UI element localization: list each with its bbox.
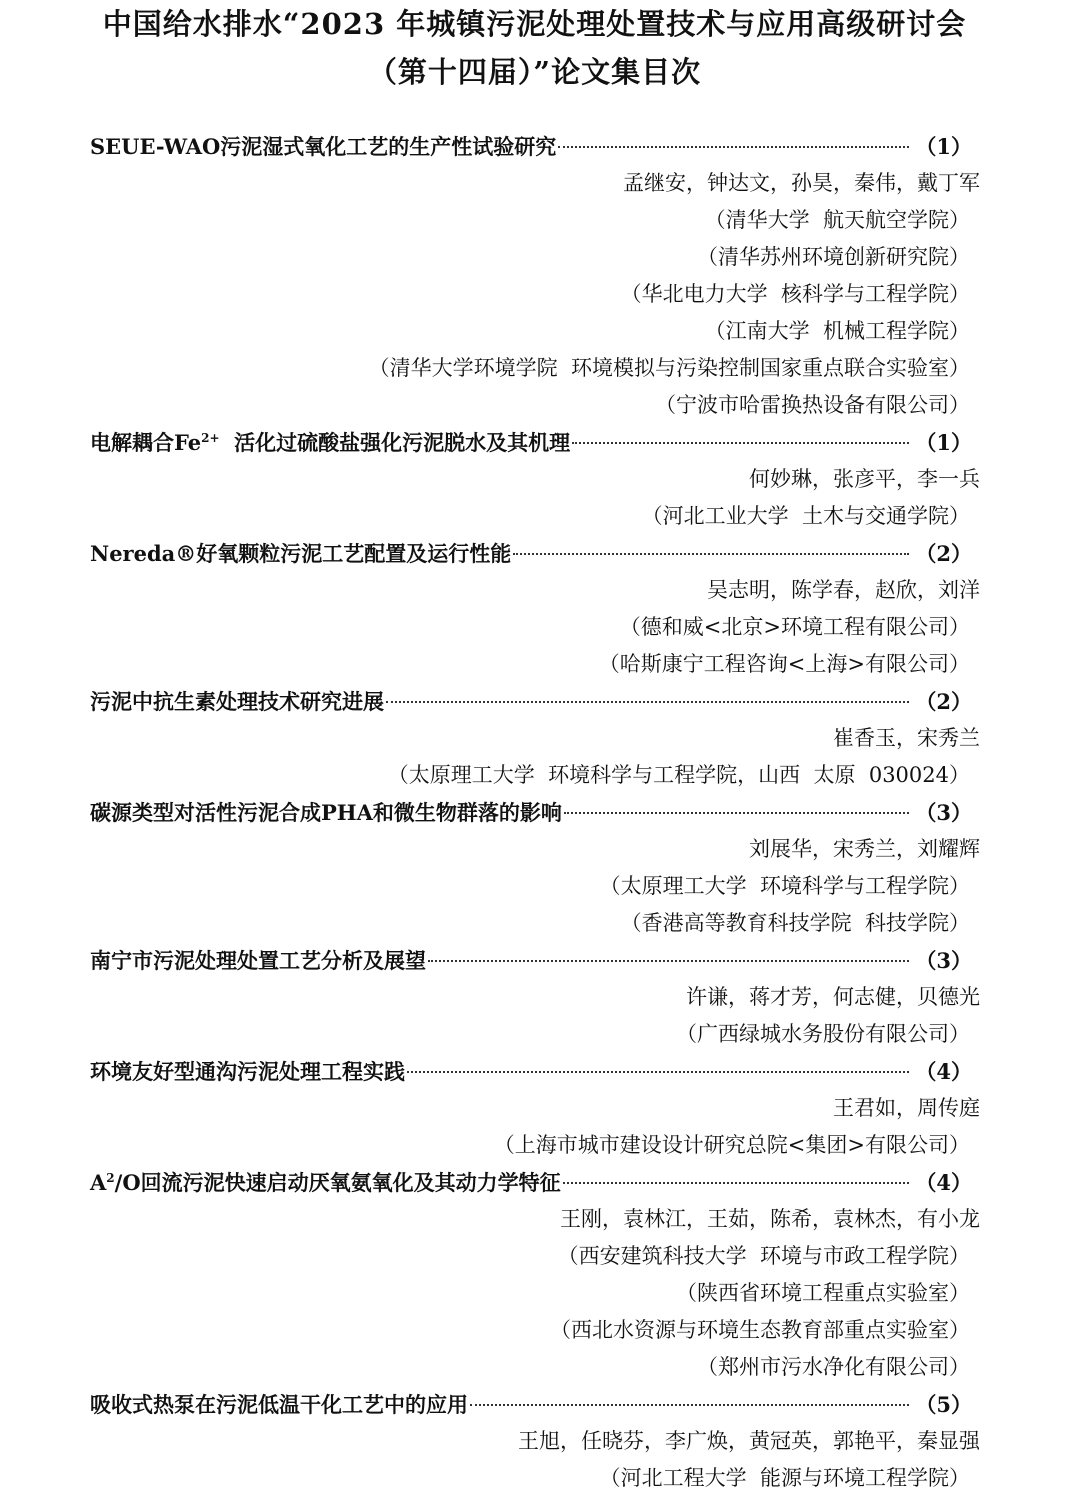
paper-title [90, 535, 511, 572]
affiliation: （陕西省环境工程重点实验室） [676, 1281, 970, 1305]
paper-title-text: 吸收式热泵在污泥低温干化工艺中的应用 [90, 1392, 468, 1417]
toc-entry-title-row [90, 535, 980, 572]
dot-leader [428, 960, 909, 962]
paper-title-text: 碳源类型对活性污泥合成PHA和微生物群落的影响 [90, 800, 562, 825]
toc-entry [90, 794, 980, 942]
affiliation: （清华大学 航天航空学院） [704, 208, 970, 232]
page-number: （1） [915, 430, 972, 455]
paper-title [90, 794, 562, 831]
paper-title-text: 电解耦合Fe [90, 430, 202, 455]
paper-title [90, 1386, 468, 1423]
paper-title-superscript: 2 [106, 1171, 115, 1185]
page-number: （3） [915, 948, 972, 973]
affiliation: （太原理工大学 环境科学与工程学院，山西 太原 030024） [387, 763, 970, 787]
paper-title [90, 683, 384, 720]
toc-entry-title-row [90, 794, 980, 831]
paper-title-text: 环境友好型通沟污泥处理工程实践 [90, 1059, 405, 1084]
affiliation: （香港高等教育科技学院 科技学院） [620, 911, 970, 935]
document-title-line2: （第十四届）”论文集目次 [367, 55, 702, 89]
paper-title [90, 942, 426, 979]
affiliation: （清华苏州环境创新研究院） [697, 245, 970, 269]
page-number: （4） [915, 1059, 972, 1084]
affiliation: （宁波市哈雷换热设备有限公司） [655, 393, 970, 417]
affiliation: （太原理工大学 环境科学与工程学院） [599, 874, 970, 898]
dot-leader [470, 1404, 909, 1406]
toc-entry [90, 942, 980, 1053]
toc-entry-title-row [90, 1053, 980, 1090]
page-number: （2） [915, 689, 972, 714]
toc-entry [90, 1164, 980, 1386]
paper-title-text: 南宁市污泥处理处置工艺分析及展望 [90, 948, 426, 973]
affiliation: （郑州市污水净化有限公司） [697, 1355, 970, 1379]
author-list: 王君如，周传庭 [833, 1096, 980, 1120]
affiliation: （清华大学环境学院 环境模拟与污染控制国家重点联合实验室） [368, 356, 970, 380]
paper-title-superscript: 2+ [201, 431, 220, 445]
dot-leader [564, 812, 909, 814]
affiliation: （西北水资源与环境生态教育部重点实验室） [550, 1318, 970, 1342]
paper-title-text: Nereda®好氧颗粒污泥工艺配置及运行性能 [90, 541, 512, 566]
dot-leader [386, 701, 909, 703]
affiliation: （西安建筑科技大学 环境与市政工程学院） [557, 1244, 970, 1268]
affiliation: （江南大学 机械工程学院） [704, 319, 970, 343]
paper-title [90, 1164, 561, 1201]
dot-leader [407, 1071, 909, 1073]
toc-entry [90, 424, 980, 535]
table-of-contents [90, 128, 980, 1497]
affiliation: （哈斯康宁工程咨询<上海>有限公司） [598, 652, 970, 676]
dot-leader [558, 146, 909, 148]
dot-leader [563, 1182, 910, 1184]
author-list: 吴志明，陈学春，赵欣，刘洋 [707, 578, 980, 602]
paper-title-text-rest: /O回流污泥快速启动厌氧氨氧化及其动力学特征 [114, 1170, 561, 1195]
paper-title [90, 1053, 405, 1090]
toc-entry [90, 535, 980, 683]
dot-leader [572, 442, 909, 444]
author-list: 王刚，袁林江，王茹，陈希，袁林杰，有小龙 [560, 1207, 980, 1231]
page-number: （4） [915, 1170, 972, 1195]
dot-leader [513, 553, 909, 555]
affiliation: （河北工程大学 能源与环境工程学院） [599, 1466, 970, 1490]
paper-title-text: 污泥中抗生素处理技术研究进展 [90, 689, 384, 714]
paper-title-text: SEUE-WAO污泥湿式氧化工艺的生产性试验研究 [90, 134, 557, 159]
page-number: （1） [915, 134, 972, 159]
toc-entry [90, 1053, 980, 1164]
toc-entry-title-row [90, 942, 980, 979]
page-number: （3） [915, 800, 972, 825]
paper-title [90, 128, 556, 165]
affiliation: （华北电力大学 核科学与工程学院） [620, 282, 970, 306]
toc-entry [90, 1386, 980, 1497]
toc-entry-title-row [90, 128, 980, 165]
toc-entry [90, 683, 980, 794]
author-list: 何妙琳，张彦平，李一兵 [749, 467, 980, 491]
toc-entry-title-row [90, 1164, 980, 1201]
paper-title-text: A [90, 1170, 107, 1195]
author-list: 孟继安，钟达文，孙昊，秦伟，戴丁军 [623, 171, 980, 195]
paper-title [90, 424, 570, 461]
affiliation: （广西绿城水务股份有限公司） [676, 1022, 970, 1046]
page-number: （2） [915, 541, 972, 566]
document-title-line1: 中国给水排水“2023 年城镇污泥处理处置技术与应用高级研讨会 [102, 7, 967, 41]
paper-title-text-rest: 活化过硫酸盐强化污泥脱水及其机理 [219, 430, 571, 455]
toc-entry-title-row [90, 683, 980, 720]
author-list: 崔香玉，宋秀兰 [833, 726, 980, 750]
toc-entry [90, 128, 980, 424]
affiliation: （上海市城市建设设计研究总院<集团>有限公司） [493, 1133, 970, 1157]
author-list: 刘展华，宋秀兰，刘耀辉 [749, 837, 980, 861]
author-list: 王旭，任晓芬，李广焕，黄冠英，郭艳平，秦显强 [518, 1429, 980, 1453]
page-number: （5） [915, 1392, 972, 1417]
affiliation: （河北工业大学 土木与交通学院） [641, 504, 970, 528]
toc-entry-title-row [90, 1386, 980, 1423]
affiliation: （德和威<北京>环境工程有限公司） [619, 615, 970, 639]
toc-entry-title-row [90, 424, 980, 461]
author-list: 许谦，蒋才芳，何志健，贝德光 [686, 985, 980, 1009]
